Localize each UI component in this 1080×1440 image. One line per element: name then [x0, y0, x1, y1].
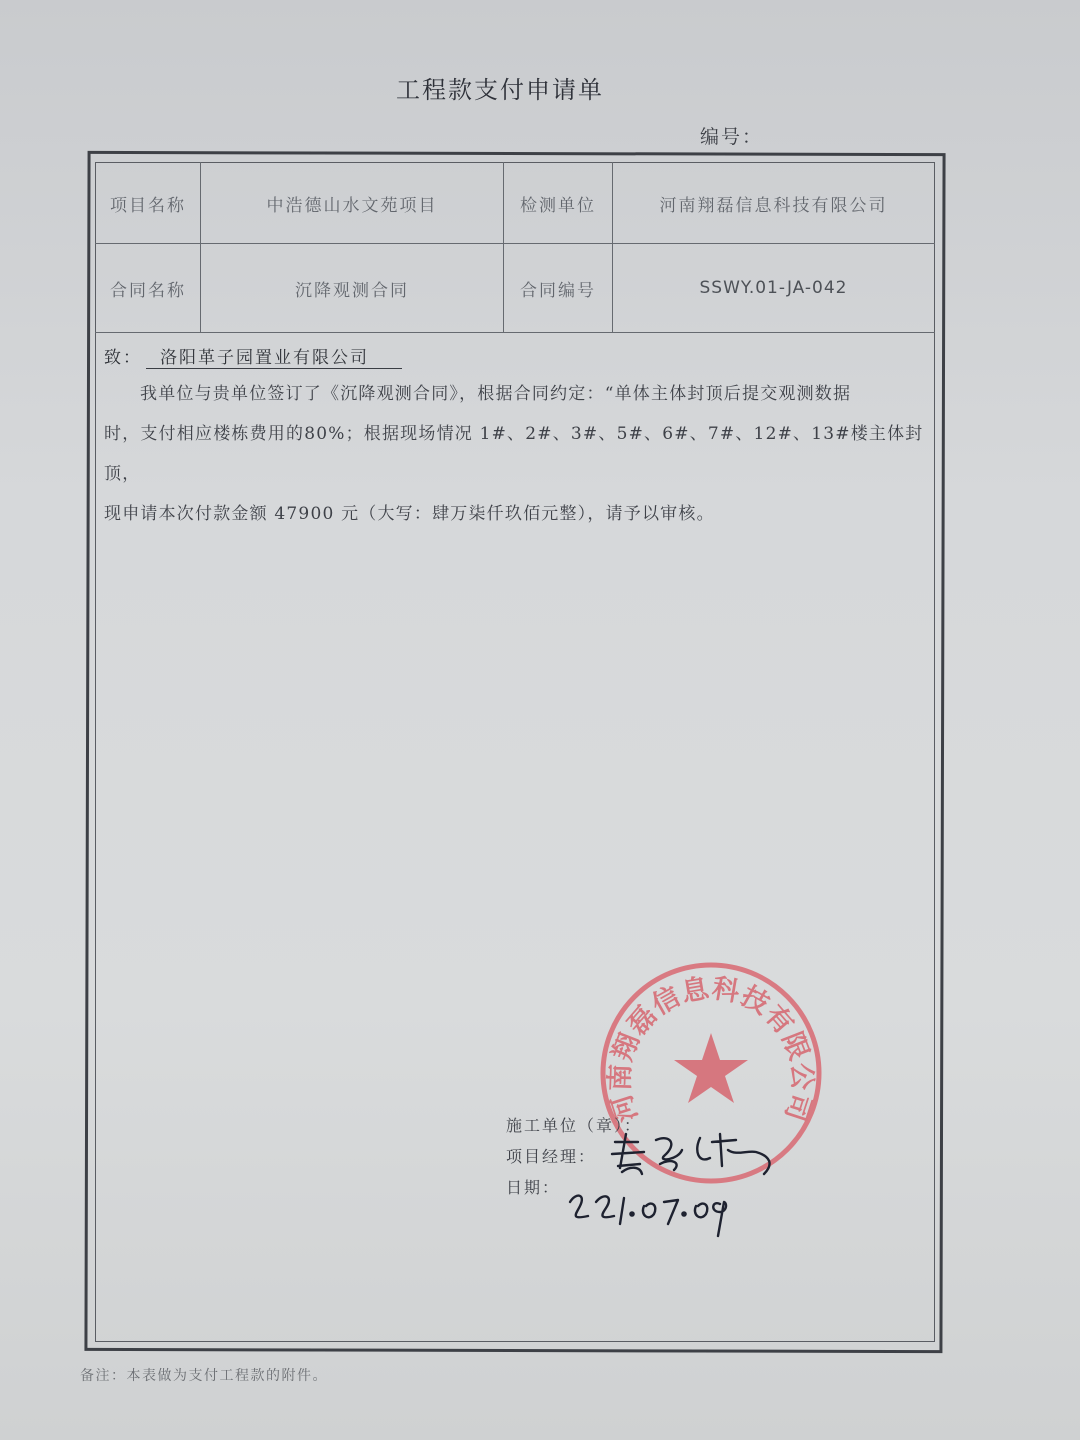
recipient-line — [104, 343, 369, 368]
project-manager-label: 项目经理： — [506, 1147, 597, 1166]
page-title: 工程款支付申请单 — [396, 76, 604, 104]
letter-body — [104, 374, 924, 534]
project-name-label: 项目名称 — [110, 195, 186, 216]
contract-name-label: 合同名称 — [110, 280, 186, 301]
recipient-label: 致： — [104, 348, 142, 368]
construction-unit-label: 施工单位（章）： — [506, 1116, 643, 1135]
contract-name-value: 沉降观测合同 — [295, 280, 409, 301]
recipient-name: 洛阳革子园置业有限公司 — [160, 348, 369, 368]
serial-number-label: 编号： — [700, 126, 764, 148]
seal-text: 河南翔磊信息科技有限公司 — [604, 972, 818, 1126]
letter-paragraph-line: 时，支付相应楼栋费用的80%；根据现场情况 1#、2#、3#、5#、6#、7#、12#、13#楼主体封顶， — [104, 424, 924, 484]
table-divider — [95, 332, 935, 333]
handwritten-signature-icon — [560, 1120, 790, 1240]
footnote: 备注：本表做为支付工程款的附件。 — [80, 1368, 328, 1384]
letter-paragraph-line: 现申请本次付款金额 47900 元（大写：肆万柒仟玖佰元整），请予以审核。 — [104, 504, 715, 524]
letter-paragraph-line: 我单位与贵单位签订了《沉降观测合同》，根据合同约定：“单体主体封顶后提交观测数据 — [140, 384, 852, 404]
inspection-unit-value: 河南翔磊信息科技有限公司 — [659, 195, 888, 216]
inspection-unit-label: 检测单位 — [520, 195, 596, 216]
recipient-underline — [146, 368, 402, 369]
date-label: 日期： — [506, 1178, 561, 1197]
project-name-value: 中浩德山水文苑项目 — [266, 195, 438, 216]
contract-number-label: 合同编号 — [520, 280, 596, 301]
contract-number-value: SSWY.01-JA-042 — [699, 278, 848, 298]
